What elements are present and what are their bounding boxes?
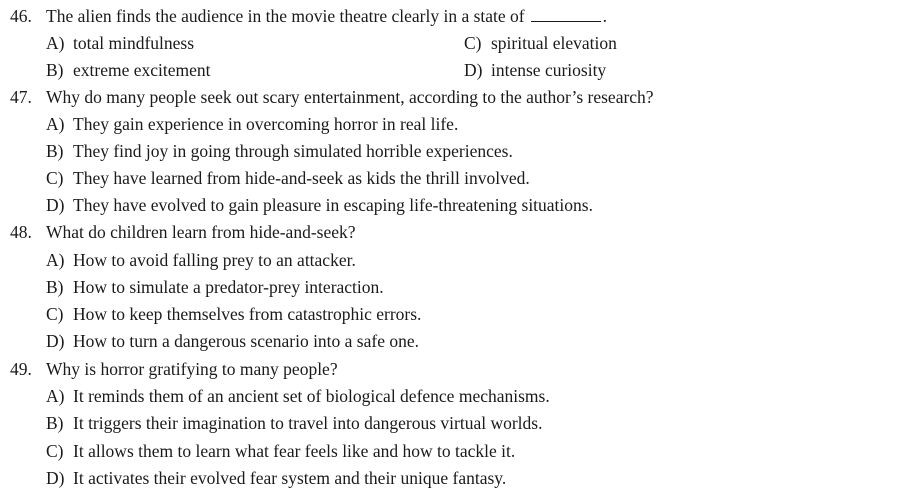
question-text: Why do many people seek out scary entertainment, according to the author’s research? [46,87,654,107]
option-text: extreme excitement [73,60,211,80]
option-49-a [46,386,550,406]
option-letter: B) [46,413,64,433]
option-letter: A) [46,33,65,53]
option-letter: C) [464,33,482,53]
option-letter: C) [46,441,64,461]
option-46-b [46,60,211,80]
option-47-a [46,114,458,134]
option-48-d [46,331,419,351]
question-47-stem [10,87,654,107]
option-text: How to simulate a predator-prey interaction. [73,277,384,297]
option-letter: A) [46,114,65,134]
option-letter: D) [464,60,483,80]
answer-blank [531,7,601,22]
option-text: How to avoid falling prey to an attacker. [73,250,356,270]
question-46-stem [10,6,607,26]
option-47-d [46,195,593,215]
option-text: They have evolved to gain pleasure in escaping life-threatening situations. [73,195,593,215]
question-number: 48. [10,222,32,242]
option-letter: A) [46,386,65,406]
option-46-d [464,60,606,80]
question-49-stem [10,359,338,379]
option-letter: B) [46,141,64,161]
option-text: spiritual elevation [491,33,617,53]
question-number: 46. [10,6,32,26]
question-text: Why is horror gratifying to many people? [46,359,338,379]
question-text: What do children learn from hide-and-seek? [46,222,356,242]
option-47-c [46,168,530,188]
option-text: It triggers their imagination to travel into dangerous virtual worlds. [73,413,543,433]
question-text: The alien finds the audience in the movie theatre clearly in a state of [46,6,525,26]
option-48-a [46,250,356,270]
option-letter: D) [46,331,65,351]
option-text: It reminds them of an ancient set of biological defence mechanisms. [73,386,550,406]
option-text: How to keep themselves from catastrophic errors. [73,304,422,324]
option-text: It allows them to learn what fear feels like and how to tackle it. [73,441,516,461]
option-letter: B) [46,60,64,80]
option-letter: C) [46,168,64,188]
question-end-punct: . [602,6,607,26]
option-letter: C) [46,304,64,324]
option-letter: B) [46,277,64,297]
option-49-b [46,413,542,433]
option-49-d [46,468,506,488]
option-letter: A) [46,250,65,270]
option-letter: D) [46,195,65,215]
option-text: It activates their evolved fear system and their unique fantasy. [73,468,507,488]
question-number: 49. [10,359,32,379]
option-text: They gain experience in overcoming horror in real life. [73,114,459,134]
option-47-b [46,141,513,161]
option-text: total mindfulness [73,33,195,53]
question-number: 47. [10,87,32,107]
question-48-stem [10,222,356,242]
option-46-a [46,33,194,53]
option-text: How to turn a dangerous scenario into a safe one. [73,331,420,351]
option-letter: D) [46,468,65,488]
option-49-c [46,441,515,461]
option-text: intense curiosity [491,60,607,80]
option-text: They have learned from hide-and-seek as kids the thrill involved. [73,168,530,188]
option-48-c [46,304,421,324]
option-46-c [464,33,617,53]
option-text: They find joy in going through simulated horrible experiences. [73,141,513,161]
option-48-b [46,277,384,297]
